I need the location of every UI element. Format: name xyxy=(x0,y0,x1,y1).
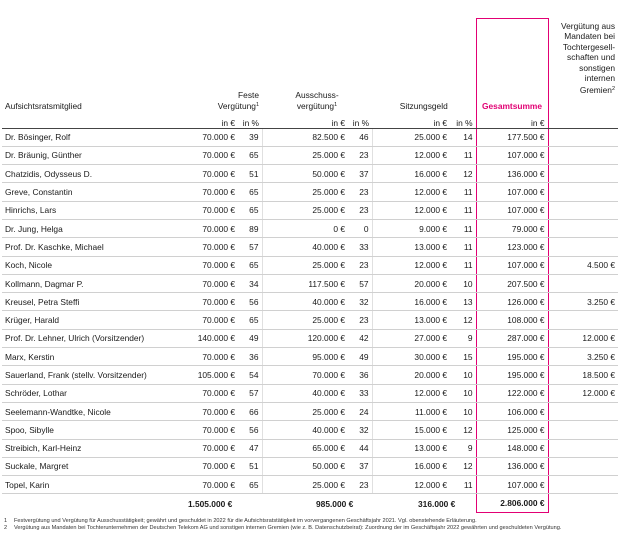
committee-pct-cell: 49 xyxy=(348,348,372,366)
subsidiary-eur-cell xyxy=(548,402,618,420)
committee-pct-cell: 24 xyxy=(348,402,372,420)
total-eur-cell: 125.000 € xyxy=(476,421,548,439)
committee-eur-cell: 25.000 € xyxy=(262,146,348,164)
footnote-ref-1b: 1 xyxy=(334,101,338,108)
fixed-pct-cell: 65 xyxy=(238,311,262,329)
fixed-eur-cell: 70.000 € xyxy=(178,293,238,311)
footnote xyxy=(4,518,596,525)
header-fixed xyxy=(178,19,262,111)
total-eur-cell: 108.000 € xyxy=(476,311,548,329)
attendance-pct-cell: 11 xyxy=(450,146,476,164)
total-eur-cell: 79.000 € xyxy=(476,219,548,237)
member-name-cell: Kollmann, Dagmar P. xyxy=(2,274,178,292)
committee-pct-cell: 23 xyxy=(348,311,372,329)
subsidiary-eur-cell: 12.000 € xyxy=(548,329,618,347)
attendance-pct-cell: 13 xyxy=(450,293,476,311)
committee-eur-cell: 25.000 € xyxy=(262,256,348,274)
attendance-pct-cell: 9 xyxy=(450,329,476,347)
committee-pct-cell: 42 xyxy=(348,329,372,347)
committee-pct-cell: 23 xyxy=(348,146,372,164)
subsidiary-eur-cell xyxy=(548,421,618,439)
header-subsidiary xyxy=(548,19,618,111)
subsidiary-eur-cell: 3.250 € xyxy=(548,293,618,311)
committee-eur-cell: 25.000 € xyxy=(262,311,348,329)
units-row xyxy=(2,111,618,129)
total-fixed: 1.505.000 € xyxy=(178,494,262,513)
committee-pct-cell: 33 xyxy=(348,384,372,402)
committee-eur-cell: 65.000 € xyxy=(262,439,348,457)
subsidiary-eur-cell: 3.250 € xyxy=(548,348,618,366)
table-row xyxy=(2,457,618,475)
fixed-eur-cell: 70.000 € xyxy=(178,348,238,366)
fixed-eur-cell: 70.000 € xyxy=(178,256,238,274)
fixed-eur-cell: 70.000 € xyxy=(178,476,238,494)
member-name-cell: Suckale, Margret xyxy=(2,457,178,475)
total-eur-cell: 207.500 € xyxy=(476,274,548,292)
member-name-cell: Marx, Kerstin xyxy=(2,348,178,366)
table-row xyxy=(2,146,618,164)
attendance-pct-cell: 12 xyxy=(450,311,476,329)
fixed-pct-cell: 51 xyxy=(238,457,262,475)
fixed-eur-cell: 70.000 € xyxy=(178,165,238,183)
committee-eur-cell: 50.000 € xyxy=(262,457,348,475)
subsidiary-eur-cell xyxy=(548,457,618,475)
attendance-eur-cell: 16.000 € xyxy=(372,293,450,311)
unit-total-eur: in € xyxy=(476,111,548,129)
committee-eur-cell: 50.000 € xyxy=(262,165,348,183)
fixed-pct-cell: 89 xyxy=(238,219,262,237)
attendance-pct-cell: 10 xyxy=(450,384,476,402)
fixed-pct-cell: 65 xyxy=(238,256,262,274)
unit-attendance-pct: in % xyxy=(450,111,476,129)
attendance-eur-cell: 13.000 € xyxy=(372,439,450,457)
committee-eur-cell: 25.000 € xyxy=(262,476,348,494)
attendance-eur-cell: 27.000 € xyxy=(372,329,450,347)
attendance-eur-cell: 12.000 € xyxy=(372,256,450,274)
total-eur-cell: 177.500 € xyxy=(476,128,548,146)
committee-eur-cell: 40.000 € xyxy=(262,384,348,402)
footnote-ref-1: 1 xyxy=(255,101,259,108)
member-name-cell: Prof. Dr. Lehner, Ulrich (Vorsitzender) xyxy=(2,329,178,347)
subsidiary-eur-cell xyxy=(548,238,618,256)
table-row xyxy=(2,329,618,347)
subsidiary-eur-cell xyxy=(548,439,618,457)
fixed-eur-cell: 70.000 € xyxy=(178,402,238,420)
attendance-pct-cell: 9 xyxy=(450,439,476,457)
totals-row xyxy=(2,494,618,513)
attendance-eur-cell: 16.000 € xyxy=(372,165,450,183)
member-name-cell: Sauerland, Frank (stellv. Vorsitzender) xyxy=(2,366,178,384)
header-committee-line1: Ausschuss- xyxy=(295,89,339,100)
fixed-pct-cell: 65 xyxy=(238,183,262,201)
unit-committee-pct: in % xyxy=(348,111,372,129)
member-name-cell: Streibich, Karl-Heinz xyxy=(2,439,178,457)
subsidiary-eur-cell xyxy=(548,183,618,201)
table-row xyxy=(2,219,618,237)
table-row xyxy=(2,274,618,292)
subsidiary-eur-cell: 18.500 € xyxy=(548,366,618,384)
fixed-eur-cell: 70.000 € xyxy=(178,201,238,219)
table-row xyxy=(2,165,618,183)
footnote xyxy=(4,525,596,532)
committee-pct-cell: 36 xyxy=(348,366,372,384)
fixed-eur-cell: 70.000 € xyxy=(178,421,238,439)
fixed-eur-cell: 70.000 € xyxy=(178,457,238,475)
table-row xyxy=(2,256,618,274)
fixed-eur-cell: 70.000 € xyxy=(178,146,238,164)
committee-pct-cell: 23 xyxy=(348,183,372,201)
total-eur-cell: 148.000 € xyxy=(476,439,548,457)
fixed-pct-cell: 47 xyxy=(238,439,262,457)
committee-pct-cell: 0 xyxy=(348,219,372,237)
table-row xyxy=(2,311,618,329)
attendance-eur-cell: 12.000 € xyxy=(372,146,450,164)
attendance-pct-cell: 11 xyxy=(450,476,476,494)
attendance-pct-cell: 15 xyxy=(450,348,476,366)
member-name-cell: Greve, Constantin xyxy=(2,183,178,201)
total-eur-cell: 195.000 € xyxy=(476,366,548,384)
fixed-pct-cell: 49 xyxy=(238,329,262,347)
attendance-eur-cell: 12.000 € xyxy=(372,183,450,201)
total-sum: 2.806.000 € xyxy=(476,494,548,513)
total-eur-cell: 195.000 € xyxy=(476,348,548,366)
fixed-eur-cell: 70.000 € xyxy=(178,384,238,402)
header-committee xyxy=(262,19,372,111)
footnote-text: Festvergütung und Vergütung für Ausschusstätigkeit; gewährt und geschuldet in 2022 für die Aufsichtsratstätigkeit im vorvergangenen Geschäftsjahr 2021. Vgl. obenstehende Erläuterung. xyxy=(14,518,477,524)
committee-eur-cell: 82.500 € xyxy=(262,128,348,146)
fixed-eur-cell: 70.000 € xyxy=(178,238,238,256)
attendance-eur-cell: 12.000 € xyxy=(372,201,450,219)
attendance-eur-cell: 20.000 € xyxy=(372,366,450,384)
fixed-eur-cell: 70.000 € xyxy=(178,128,238,146)
fixed-pct-cell: 56 xyxy=(238,421,262,439)
header-fixed-line1: Feste xyxy=(238,89,259,100)
total-eur-cell: 122.000 € xyxy=(476,384,548,402)
committee-pct-cell: 57 xyxy=(348,274,372,292)
unit-committee-eur: in € xyxy=(262,111,348,129)
attendance-pct-cell: 11 xyxy=(450,183,476,201)
unit-blank xyxy=(2,111,178,129)
total-attendance: 316.000 € xyxy=(372,494,476,513)
attendance-eur-cell: 13.000 € xyxy=(372,311,450,329)
unit-subsidiary-blank xyxy=(548,111,618,129)
attendance-eur-cell: 30.000 € xyxy=(372,348,450,366)
unit-fixed-pct: in % xyxy=(238,111,262,129)
header-member: Aufsichtsratsmitglied xyxy=(5,100,82,111)
fixed-eur-cell: 70.000 € xyxy=(178,183,238,201)
attendance-pct-cell: 11 xyxy=(450,201,476,219)
committee-pct-cell: 23 xyxy=(348,201,372,219)
attendance-pct-cell: 10 xyxy=(450,402,476,420)
subsidiary-eur-cell xyxy=(548,146,618,164)
attendance-pct-cell: 11 xyxy=(450,219,476,237)
table-row xyxy=(2,128,618,146)
footnote-ref-2: 2 xyxy=(611,85,616,92)
member-name-cell: Krüger, Harald xyxy=(2,311,178,329)
member-name-cell: Spoo, Sibylle xyxy=(2,421,178,439)
member-name-cell: Chatzidis, Odysseus D. xyxy=(2,165,178,183)
fixed-eur-cell: 70.000 € xyxy=(178,274,238,292)
fixed-eur-cell: 140.000 € xyxy=(178,329,238,347)
committee-pct-cell: 23 xyxy=(348,476,372,494)
total-eur-cell: 107.000 € xyxy=(476,183,548,201)
header-row xyxy=(2,19,618,111)
subsidiary-eur-cell xyxy=(548,274,618,292)
attendance-pct-cell: 11 xyxy=(450,256,476,274)
table-row xyxy=(2,293,618,311)
fixed-pct-cell: 65 xyxy=(238,146,262,164)
attendance-eur-cell: 13.000 € xyxy=(372,238,450,256)
committee-eur-cell: 25.000 € xyxy=(262,402,348,420)
fixed-pct-cell: 65 xyxy=(238,476,262,494)
fixed-eur-cell: 70.000 € xyxy=(178,439,238,457)
attendance-eur-cell: 11.000 € xyxy=(372,402,450,420)
attendance-pct-cell: 12 xyxy=(450,457,476,475)
header-committee-line2: vergütung xyxy=(296,100,335,111)
committee-eur-cell: 40.000 € xyxy=(262,421,348,439)
committee-pct-cell: 37 xyxy=(348,457,372,475)
total-eur-cell: 287.000 € xyxy=(476,329,548,347)
total-eur-cell: 107.000 € xyxy=(476,256,548,274)
attendance-pct-cell: 12 xyxy=(450,165,476,183)
footnote-mark: 1 xyxy=(4,518,8,524)
member-name-cell: Prof. Dr. Kaschke, Michael xyxy=(2,238,178,256)
committee-pct-cell: 32 xyxy=(348,293,372,311)
committee-eur-cell: 70.000 € xyxy=(262,366,348,384)
total-eur-cell: 136.000 € xyxy=(476,165,548,183)
attendance-eur-cell: 15.000 € xyxy=(372,421,450,439)
compensation-table xyxy=(2,18,618,513)
unit-fixed-eur: in € xyxy=(178,111,238,129)
subsidiary-eur-cell: 12.000 € xyxy=(548,384,618,402)
committee-eur-cell: 0 € xyxy=(262,219,348,237)
member-name-cell: Kreusel, Petra Steffi xyxy=(2,293,178,311)
header-fixed-line2: Vergütung xyxy=(217,100,256,111)
committee-eur-cell: 40.000 € xyxy=(262,238,348,256)
fixed-pct-cell: 56 xyxy=(238,293,262,311)
attendance-pct-cell: 12 xyxy=(450,421,476,439)
total-eur-cell: 126.000 € xyxy=(476,293,548,311)
attendance-pct-cell: 11 xyxy=(450,238,476,256)
committee-eur-cell: 25.000 € xyxy=(262,183,348,201)
member-name-cell: Dr. Bräunig, Günther xyxy=(2,146,178,164)
committee-pct-cell: 23 xyxy=(348,256,372,274)
attendance-eur-cell: 9.000 € xyxy=(372,219,450,237)
subsidiary-eur-cell xyxy=(548,476,618,494)
totals-label-blank xyxy=(2,494,178,513)
fixed-eur-cell: 70.000 € xyxy=(178,219,238,237)
table-body xyxy=(2,128,618,494)
unit-attendance-eur: in € xyxy=(372,111,450,129)
subsidiary-eur-cell xyxy=(548,219,618,237)
fixed-pct-cell: 39 xyxy=(238,128,262,146)
attendance-eur-cell: 12.000 € xyxy=(372,384,450,402)
subsidiary-eur-cell xyxy=(548,165,618,183)
attendance-pct-cell: 10 xyxy=(450,366,476,384)
attendance-pct-cell: 14 xyxy=(450,128,476,146)
table-row xyxy=(2,476,618,494)
total-eur-cell: 123.000 € xyxy=(476,238,548,256)
committee-pct-cell: 44 xyxy=(348,439,372,457)
member-name-cell: Dr. Jung, Helga xyxy=(2,219,178,237)
fixed-pct-cell: 66 xyxy=(238,402,262,420)
table-row xyxy=(2,183,618,201)
fixed-pct-cell: 51 xyxy=(238,165,262,183)
fixed-pct-cell: 57 xyxy=(238,384,262,402)
attendance-eur-cell: 20.000 € xyxy=(372,274,450,292)
member-name-cell: Dr. Bösinger, Rolf xyxy=(2,128,178,146)
total-committee: 985.000 € xyxy=(262,494,372,513)
table-row xyxy=(2,421,618,439)
committee-pct-cell: 33 xyxy=(348,238,372,256)
table-row xyxy=(2,384,618,402)
total-eur-cell: 107.000 € xyxy=(476,201,548,219)
member-name-cell: Topel, Karin xyxy=(2,476,178,494)
fixed-eur-cell: 70.000 € xyxy=(178,311,238,329)
member-name-cell: Hinrichs, Lars xyxy=(2,201,178,219)
fixed-pct-cell: 57 xyxy=(238,238,262,256)
fixed-pct-cell: 36 xyxy=(238,348,262,366)
attendance-pct-cell: 10 xyxy=(450,274,476,292)
header-subsidiary-text: Vergütung aus Mandaten bei Tochtergesell-schaften und sonstigen internen Gremien xyxy=(561,20,616,95)
table-row xyxy=(2,439,618,457)
subsidiary-eur-cell xyxy=(548,201,618,219)
total-eur-cell: 107.000 € xyxy=(476,476,548,494)
total-eur-cell: 107.000 € xyxy=(476,146,548,164)
fixed-pct-cell: 34 xyxy=(238,274,262,292)
member-name-cell: Schröder, Lothar xyxy=(2,384,178,402)
member-name-cell: Seelemann-Wandtke, Nicole xyxy=(2,402,178,420)
committee-eur-cell: 95.000 € xyxy=(262,348,348,366)
committee-pct-cell: 32 xyxy=(348,421,372,439)
committee-eur-cell: 117.500 € xyxy=(262,274,348,292)
total-eur-cell: 136.000 € xyxy=(476,457,548,475)
attendance-eur-cell: 12.000 € xyxy=(372,476,450,494)
footnotes xyxy=(4,518,596,532)
footnote-mark: 2 xyxy=(4,525,8,532)
attendance-eur-cell: 16.000 € xyxy=(372,457,450,475)
attendance-eur-cell: 25.000 € xyxy=(372,128,450,146)
subsidiary-eur-cell xyxy=(548,311,618,329)
committee-eur-cell: 120.000 € xyxy=(262,329,348,347)
member-name-cell: Koch, Nicole xyxy=(2,256,178,274)
committee-pct-cell: 37 xyxy=(348,165,372,183)
fixed-pct-cell: 65 xyxy=(238,201,262,219)
table-row xyxy=(2,201,618,219)
header-attendance: Sitzungsgeld xyxy=(399,100,448,111)
table-row xyxy=(2,238,618,256)
header-total: Gesamtsumme xyxy=(476,19,548,111)
committee-eur-cell: 40.000 € xyxy=(262,293,348,311)
table-row xyxy=(2,348,618,366)
table-row xyxy=(2,402,618,420)
committee-eur-cell: 25.000 € xyxy=(262,201,348,219)
fixed-pct-cell: 54 xyxy=(238,366,262,384)
total-eur-cell: 106.000 € xyxy=(476,402,548,420)
total-subsidiary-blank xyxy=(548,494,618,513)
committee-pct-cell: 46 xyxy=(348,128,372,146)
subsidiary-eur-cell xyxy=(548,128,618,146)
table-row xyxy=(2,366,618,384)
footnote-text: Vergütung aus Mandaten bei Tochterunternehmen der Deutschen Telekom AG und sonstigen internen Gremien (wie z. B. Datenschutzbeirat): Zuordnung der im Geschäftsjahr 2022 gewährten und geschuldeten Vergütung. xyxy=(14,525,562,532)
subsidiary-eur-cell: 4.500 € xyxy=(548,256,618,274)
fixed-eur-cell: 105.000 € xyxy=(178,366,238,384)
